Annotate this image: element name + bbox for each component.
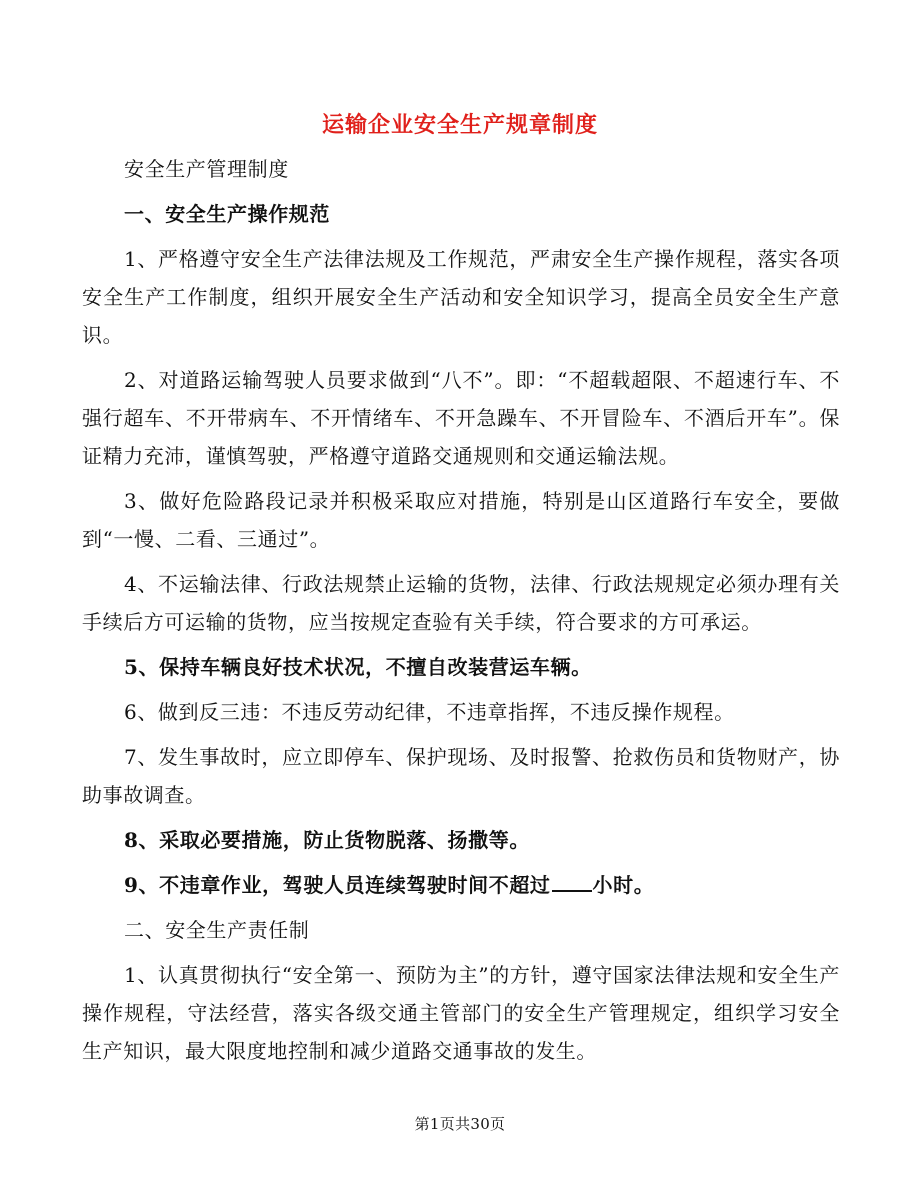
section1-item-6: 6、做到反三违：不违反劳动纪律，不违章指挥，不违反操作规程。 bbox=[124, 700, 735, 724]
document-title: 运输企业安全生产规章制度 bbox=[321, 112, 598, 138]
document-subtitle: 安全生产管理制度 bbox=[124, 157, 289, 181]
section1-item-2: 2、对道路运输驾驶人员要求做到“八不”。即：“不超载超限、不超速行车、不强行超车、不开带病车、不开情绪车、不开急躁车、不开冒险车、不酒后开车”。保证精力充沛，谨慎驾驶，严格遵守道路交通规则和交通运输法规。 bbox=[82, 368, 840, 468]
section1-item-5: 5、保持车辆良好技术状况，不擅自改装营运车辆。 bbox=[124, 655, 592, 679]
section-heading-1: 一、安全生产操作规范 bbox=[124, 202, 330, 226]
section1-item-4: 4、不运输法律、行政法规禁止运输的货物，法律、行政法规规定必须办理有关手续后方可运输的货物，应当按规定查验有关手续，符合要求的方可承运。 bbox=[82, 572, 840, 634]
item9-text-after: 小时。 bbox=[592, 873, 655, 897]
section1-item-7: 7、发生事故时，应立即停车、保护现场、及时报警、抢救伤员和货物财产，协助事故调查。 bbox=[82, 745, 840, 807]
document-body bbox=[82, 150, 840, 1077]
blank-underline bbox=[552, 872, 592, 892]
section1-item-9 bbox=[82, 866, 840, 904]
section1-item-3: 3、做好危险路段记录并积极采取应对措施，特别是山区道路行车安全，要做到“一慢、二看、三通过”。 bbox=[82, 489, 840, 551]
section-heading-2: 二、安全生产责任制 bbox=[124, 918, 310, 942]
item9-text-before: 9、不违章作业，驾驶人员连续驾驶时间不超过 bbox=[124, 873, 551, 897]
section1-item-1: 1、严格遵守安全生产法律法规及工作规范，严肃安全生产操作规程，落实各项安全生产工作制度，组织开展安全生产活动和安全知识学习，提高全员安全生产意识。 bbox=[82, 247, 840, 347]
section1-item-8: 8、采取必要措施，防止货物脱落、扬撒等。 bbox=[124, 828, 530, 852]
page-number-footer: 第1页共30页 bbox=[414, 1115, 506, 1133]
section2-item-1: 1、认真贯彻执行“安全第一、预防为主”的方针，遵守国家法律法规和安全生产操作规程，守法经营，落实各级交通主管部门的安全生产管理规定，组织学习安全生产知识，最大限度地控制和减少道路交通事故的发生。 bbox=[82, 963, 840, 1063]
